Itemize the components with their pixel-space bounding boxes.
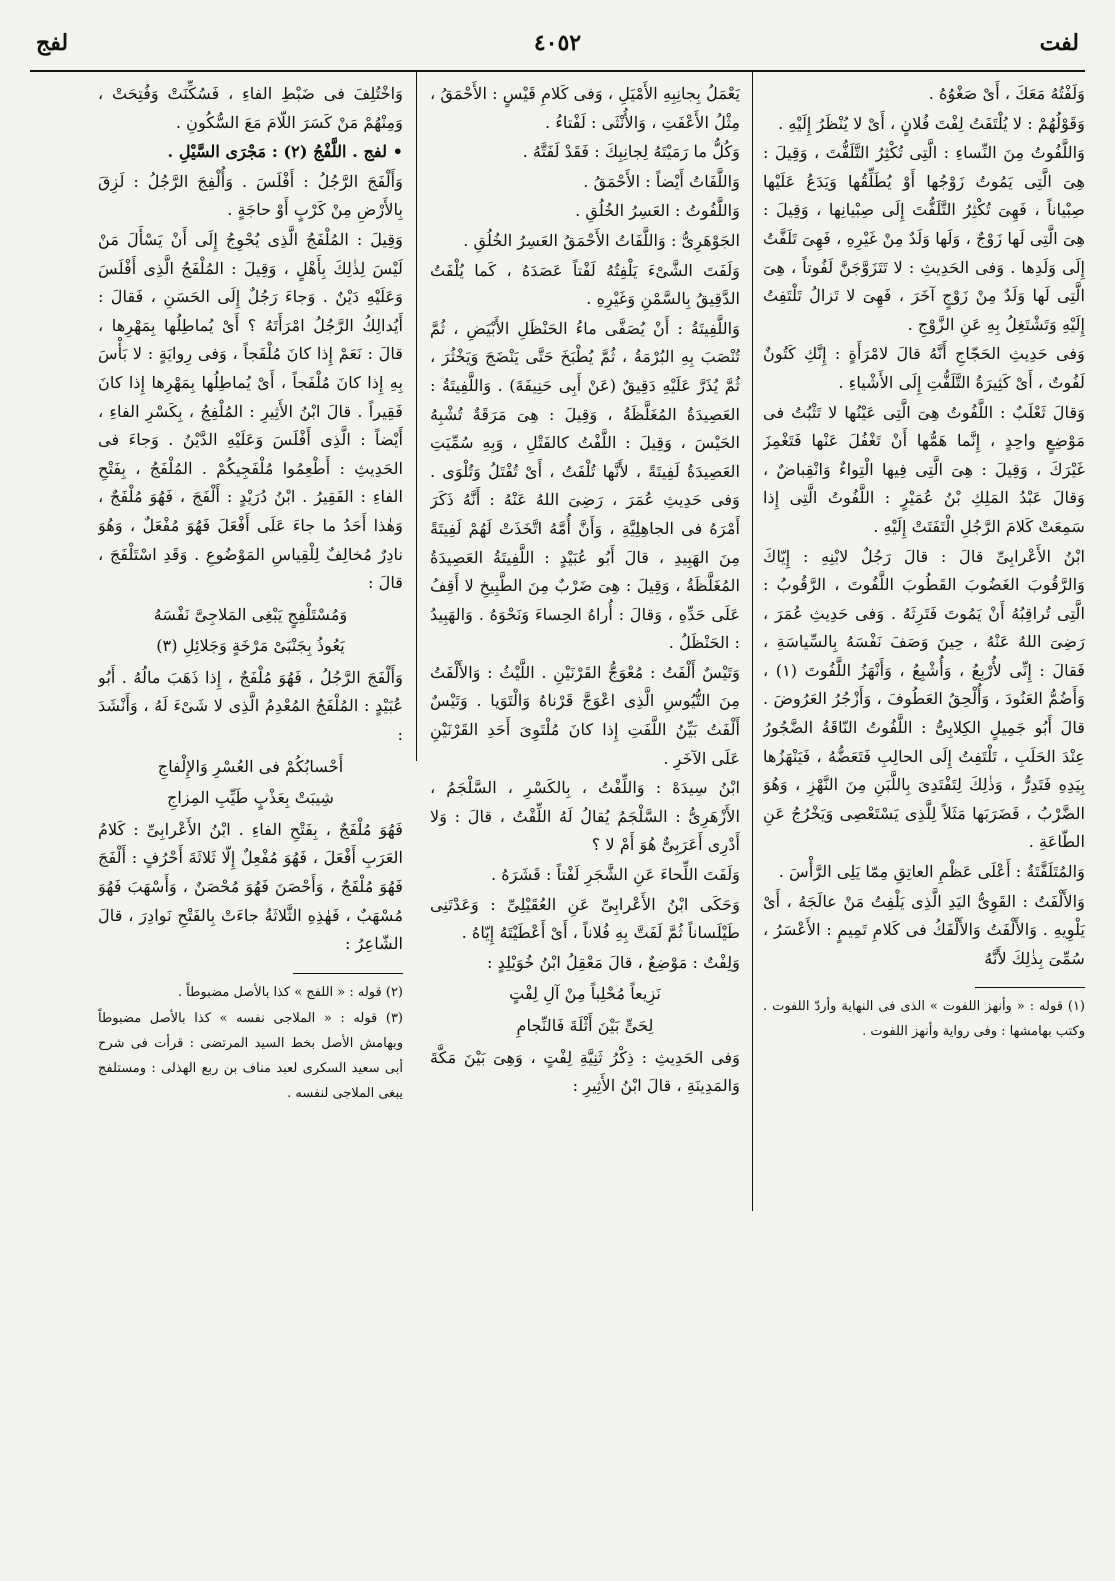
paragraph: وَاخْتُلِفَ فى ضَبْطِ الفاءِ ، فَسُكِّنَتْ وَفُتِحَتْ ، وَمِنْهُمْ مَنْ كَسَرَ اللّامَ مَعَ السُّكُونِ .	[98, 84, 403, 132]
paragraph: وَفى الحَدِيثِ : ذِكْرُ ثَنِيَّةِ لِفْتٍ ، وَهِىَ بَيْنَ مَكَّةَ وَالمَدِينَةِ ، قالَ ابْنُ الأَثِيرِ :	[430, 1047, 740, 1096]
footnote: (١) قوله : « وأنهز اللفوت » الذى فى النهاية وأردّ اللفوت . وكتب بهامشها : وفى رواية وأنهز اللفوت .	[763, 999, 1085, 1040]
left-column	[98, 80, 403, 1521]
paragraph: وَالمُتَلَفَّتَةُ : أَعْلَى عَظْمِ العاتِقِ مِمّا يَلِى الرَّأْسَ .	[778, 862, 1085, 882]
footnote-separator	[293, 973, 403, 974]
middle-column	[430, 80, 740, 1521]
page-header	[30, 28, 1085, 72]
paragraph: ابْنُ سِيدَهْ : وَاللِّفْتُ ، بِالكَسْرِ ، السَّلْجَمُ ، الأَزْهَرِىُّ : السَّلْجَمُ يُقالُ لَهُ اللِّفْتُ ، قالَ : وَلا أَدْرِى أَعَرَبِىٌّ هُوَ أَمْ لا ؟	[430, 778, 740, 855]
paragraph: وَتَيْسٌ أَلْفَتُ : مُعْوَجُّ القَرْنَيْنِ . اللَّيْثُ : وَالأَلْفَتُ مِنَ التُّيُوسِ الَّذِى اعْوَجَّ قَرْناهُ وَالْتَوَيا . وَتَيْسٌ أَلْفَتُ بَيِّنُ اللَّفَتِ إِذا كانَ مُلْتَوِىَ أَحَدِ القَرْنَيْنِ عَلَى الآخَرِ .	[430, 662, 740, 768]
paragraph: وَأَلْفَجَ الرَّجُلُ ، فَهُوَ مُلْفَجٌ ، إِذا ذَهَبَ مالُهُ . أَبُو عُبَيْدٍ : المُلْفَجُ المُعْدِمُ الَّذِى لا شَىْءَ لَهُ ، وَأَنْشَدَ :	[98, 667, 403, 745]
paragraph: وَلِفْتٌ : مَوْضِعٌ ، قالَ مَعْقِلُ ابْنُ خُوَيْلِدٍ :	[487, 952, 740, 972]
paragraph: وَلَفْتُهُ مَعَكَ ، أَىْ صَغْوُهُ .	[928, 84, 1085, 103]
paragraph: فَهُوَ مُلْفَجٌ ، بِفَتْحِ الفاءِ . ابْنُ الأَعْرابِىِّ : كَلامُ العَرَبِ أَفْعَلَ ، فَهُوَ مُفْعِلٌ إِلّا ثَلاثَةَ أَحْرُفٍ : أَلْفَجَ فَهُوَ مُلْفَجٌ ، وَأَحْصَنَ فَهُوَ مُحْصَنٌ ، وَأَسْهَبَ فَهُوَ مُسْهَبٌ ، فَهٰذِهِ الثَّلاثَةُ جاءَتْ بِالفَتْحِ نَوادِرَ ، قالَ الشّاعِرُ :	[98, 819, 403, 954]
paragraph: الجَوْهَرِىُّ : وَاللَّفَاتُ الأَحْمَقُ العَسِرُ الخُلُقِ .	[463, 230, 740, 250]
paragraph: وَحَكَى ابْنُ الأَعْرابِىِّ عَنِ العُقَيْلِىِّ : وَعَدْتَنِى طَيْلَساناً ثُمَّ لَفَتَّ بِهِ فُلاناً ، أَىْ أَعْطَيْتَهُ إِيّاهُ .	[430, 894, 740, 943]
paragraph: ابْنُ الأَعْرابِىِّ قالَ : قالَ رَجُلٌ لابْنِهِ : إِيّاكَ وَالرَّقُوبَ الغَضُوبَ القَطُوبَ اللَّفُوتَ ، الرَّقُوبُ : الَّتِى تُراقِبُهُ أَنْ يَمُوتَ فَتَرِثَهُ . وَفى حَدِيثِ عُمَرَ ، رَضِىَ اللهُ عَنْهُ ، حِينَ وَصَفَ نَفْسَهُ بِالسِّياسَةِ ، فَقالَ : إِنِّى لأُرْبِعُ ، وَأُشْبِعُ ، وَأَنْهَزُ اللَّفُوتَ (١) ، وَأَضُمُّ العَنُودَ ، وَأُلْحِقُ العَطُوفَ ، وَأَزْجُرُ العَرُوضَ . قالَ أَبُو جَمِيلٍ الكِلابِىُّ : اللَّفُوتُ النّاقَةُ الضَّجُورُ عِنْدَ الحَلَبِ ، تَلْتَفِتُ إِلَى الحالِبِ فَتَعَضُّهُ ، فَيَنْهَزُها بِيَدِهِ فَتَدِرُّ ، وَذٰلِكَ لِتَفْتَدِىَ بِاللَّبَنِ مِنَ النَّهْزِ ، وَهُوَ الضَّرْبُ ، فَضَرَبَها مَثَلاً لِلَّذِى يَسْتَعْصِى وَيَخْرُجُ عَنِ الطّاعَةِ .	[763, 546, 1085, 852]
paragraph: وَالأَلْفَتُ : القَوِىُّ اليَدِ الَّذِى يَلْفِتُ مَنْ عالَجَهُ ، أَىْ يَلْوِيهِ . وَالأَلْفَتُ وَالأَلْفَكُ فى كَلامِ تَمِيمٍ : الأَعْسَرُ ، سُمِّىَ بِذٰلِكَ لأَنَّهُ	[763, 891, 1085, 968]
paragraph: وَقالَ ثَعْلَبٌ : اللَّفُوتُ هِىَ الَّتِى عَيْنُها لا تَثْبُتُ فى مَوْضِعٍ واحِدٍ ، إِنَّما هَمُّها أَنْ تَغْفُلَ عَنْها فَتَغْمِزَ غَيْرَكَ ، وَقِيلَ : هِىَ الَّتِى فِيها الْتِواءٌ وَانْقِباضٌ ، وَقالَ عَبْدُ المَلِكِ بْنُ عُمَيْرٍ : اللَّفُوتُ الَّتِى إِذا سَمِعَتْ كَلامَ الرَّجُلِ الْتَفَتَتْ إِلَيْهِ .	[763, 402, 1085, 536]
paragraph: وَاللَّفِيتَةُ : أَنْ يُصَفَّى ماءُ الحَنْظَلِ الأَبْيَضِ ، ثُمَّ تُنْصَبَ بِهِ البُرْمَةُ ، ثُمَّ يُطْبَخَ حَتَّى يَنْضَجَ وَيَخْثُرَ ، ثُمَّ يُذَرَّ عَلَيْهِ دَقِيقٌ (عَنْ أَبِى حَنِيفَةَ) . وَاللَّفِيتَةُ : العَصِيدَةُ المُغَلَّظَةُ ، وَقِيلَ : هِىَ مَرَقَةٌ تُشْبِهُ الحَيْسَ ، وَقِيلَ : اللَّفْتُ كالفَتْلِ ، وَبِهِ سُمِّيَتِ العَصِيدَةُ لَفِيتَةً ، لأَنَّها تُلْفَتُ ، أَىْ تُفْتَلُ وَتُلْوَى . وَفى حَدِيثِ عُمَرَ ، رَضِىَ اللهُ عَنْهُ : أَنَّهُ ذَكَرَ أَمْرَهُ فى الجاهِلِيَّةِ ، وَأَنَّ أُمَّهُ اتَّخَذَتْ لَهُمْ لَفِيتَةً مِنَ الهَبِيدِ ، قالَ أَبُو عُبَيْدٍ : اللَّفِيتَةُ العَصِيدَةُ المُغَلَّظَةُ ، وَقِيلَ : هِىَ ضَرْبٌ مِنَ الطَّبِيخِ لا أَقِفُ عَلَى حَدِّهِ ، وَقالَ : أُراهُ الحِساءَ وَنَحْوَهُ . وَالهَبِيدُ : الحَنْظَلُ .	[430, 318, 740, 653]
verse-line: يَعُوذُ بِجَنْبَىْ مَرْخَةٍ وَجَلائِلِ (٣)	[156, 636, 345, 656]
paragraph: وَكُلُّ ما رَمَيْتَهُ لِجانِبِكَ : فَقَدْ لَفَتَّهُ .	[522, 142, 740, 162]
verse-line: نَزِيعاً مُحْلِباً مِنْ آلِ لِفْتٍ	[509, 984, 661, 1004]
footnote-separator	[975, 987, 1085, 988]
paragraph: وَلَفَتَ الشَّىْءَ يَلْفِتُهُ لَفْتاً عَصَدَهُ ، كَما يُلْفَتُ الدَّقِيقُ بِالسَّمْنِ وَغَيْرِهِ .	[430, 260, 740, 309]
paragraph: وَفى حَدِيثِ الحَجّاجِ أَنَّهُ قالَ لامْرَأَةٍ : إِنَّكِ كَتُونٌ لَفُوتٌ ، أَىْ كَثِيرَةُ التَّلَفُّتِ إِلَى الأَشْياءِ .	[763, 344, 1085, 392]
left-running-headword: لفج	[36, 30, 69, 56]
footnote: (٢) قوله : « اللفج » كذا بالأصل مضبوطاً .	[177, 984, 403, 1000]
column-divider	[416, 72, 417, 761]
verse-line: لِحَىٍّ بَيْنَ أَثْلَةَ فَالنِّجامِ	[516, 1016, 654, 1035]
column-divider	[752, 72, 753, 1211]
verse-line: شِيبَتْ بِعَذْبٍ طَيِّبِ المِزاجِ	[166, 788, 335, 808]
right-running-headword: لفت	[1039, 30, 1079, 56]
paragraph: وَقِيلَ : المُلْفَجُ الَّذِى يُحْوِجُ إِلَى أَنْ يَسْأَلَ مَنْ لَيْسَ لِذٰلِكَ بِأَهْلٍ ، وَقِيلَ : المُلْفَجُ الَّذِى أَفْلَسَ وَعَلَيْهِ دَيْنٌ . وَجاءَ رَجُلٌ إِلَى الحَسَنِ ، فَقالَ : أَيُدالِكُ الرَّجُلُ امْرَأَتَهُ ؟ أَىْ يُماطِلُها بِمَهْرِها ، قالَ : نَعَمْ إِذا كانَ مُلْفَجاً ، وَفى رِوايَةٍ : لا بَأْسَ بِهِ إِذا كانَ مُلْفَجاً ، أَىْ يُماطِلُها بِمَهْرِها إِذا كانَ فَقِيراً . قالَ ابْنُ الأَثِيرِ : المُلْفِجُ ، بِكَسْرِ الفاءِ ، أَيْضاً : الَّذِى أَفْلَسَ وَعَلَيْهِ الدَّيْنُ . وَجاءَ فى الحَدِيثِ : أَطْعِمُوا مُلْفَجِيكُمْ . المُلْفَجُ ، بِفَتْحِ الفاءِ : الفَقِيرُ . ابْنُ دُرَيْدٍ : أَلْفَجَ ، فَهُوَ مُلْفَجٌ ، وَهٰذا أَحَدُ ما جاءَ عَلَى أَفْعَلَ فَهُوَ مُفْعَلٌ ، وَهُوَ نادِرٌ مُخالِفٌ لِلْقِياسِ المَوْضُوعِ . وَقَدِ اسْتَلْفَجَ ، قالَ :	[98, 229, 403, 593]
paragraph: وَأَلْفَجَ الرَّجُلُ : أَفْلَسَ . وَأُلْفِجَ الرَّجُلُ : لَزِقَ بِالأَرْضِ مِنْ كَرْبٍ أَوْ حاجَةٍ .	[98, 171, 403, 220]
paragraph: وَاللَّفُوتُ : العَسِرُ الخُلُقِ .	[575, 201, 740, 221]
paragraph: وَلَفَتَ اللِّحاءَ عَنِ الشَّجَرِ لَفْتاً : قَشَرَهُ .	[491, 865, 740, 885]
paragraph: وَاللَّفَاتُ أَيْضاً : الأَحْمَقُ .	[583, 171, 740, 191]
page-number: ٤٠٥٢	[533, 30, 582, 56]
footnote: (٣) قوله : « الملاجى نفسه » كذا بالأصل مضبوطاً وبهامش الأصل بخط السيد المرتضى : قرأت فى شرح أبى سعيد السكرى لعبد مناف بن ربع الهذلى : ومستلفج يبغى الملاجى لنفسه .	[98, 1010, 403, 1101]
dictionary-entry-heading: • لفج . اللَّفْجُ (٢) : مَجْرَى السَّيْلِ .	[167, 142, 403, 162]
paragraph: يَعْمَلُ بِجانِبِهِ الأَمْيَلِ ، وَفى كَلامِ قَيْسٍ : الأَحْمَقُ ، مِثْلُ الأَعْفَتِ ، وَالأُنْثَى : لَفْتاءُ .	[430, 84, 740, 132]
verse-line: أَحْسابُكُمْ فى العُسْرِ وَالإِلْفاجِ	[157, 756, 344, 776]
verse-line: وَمُسْتَلْفِجٍ يَبْغِى المَلاجِىَّ نَفْسَهُ	[153, 604, 348, 624]
right-column	[763, 80, 1085, 1521]
paragraph: وَقَوْلُهُمْ : لا يُلْتَفَتُ لِفْتَ فُلانٍ ، أَىْ لا يُنْظَرُ إِلَيْهِ .	[778, 113, 1085, 133]
paragraph: وَاللَّفُوتُ مِنَ النِّساءِ : الَّتِى تُكْثِرُ التَّلَفُّتَ ، وَقِيلَ : هِىَ الَّتِى يَمُوتُ زَوْجُها أَوْ يُطَلِّقُها وَيَدَعُ عَلَيْها صِبْياناً ، فَهِىَ تُكْثِرُ التَّلَفُّتَ إِلَى صِبْيانِها ، وَقِيلَ : هِىَ الَّتِى لَها زَوْجٌ ، وَلَها وَلَدٌ مِنْ غَيْرِهِ ، فَهِىَ تَلَفَّتُ إِلَى وَلَدِها . وَفى الحَدِيثِ : لا تَتَزَوَّجَنَّ لَفُوتاً ، هِىَ الَّتِى لَها وَلَدٌ مِنْ زَوْجٍ آخَرَ ، فَهِىَ لا تَزالُ تَلْتَفِتُ إِلَيْهِ وَتَشْتَغِلُ بِهِ عَنِ الزَّوْجِ .	[763, 143, 1085, 334]
